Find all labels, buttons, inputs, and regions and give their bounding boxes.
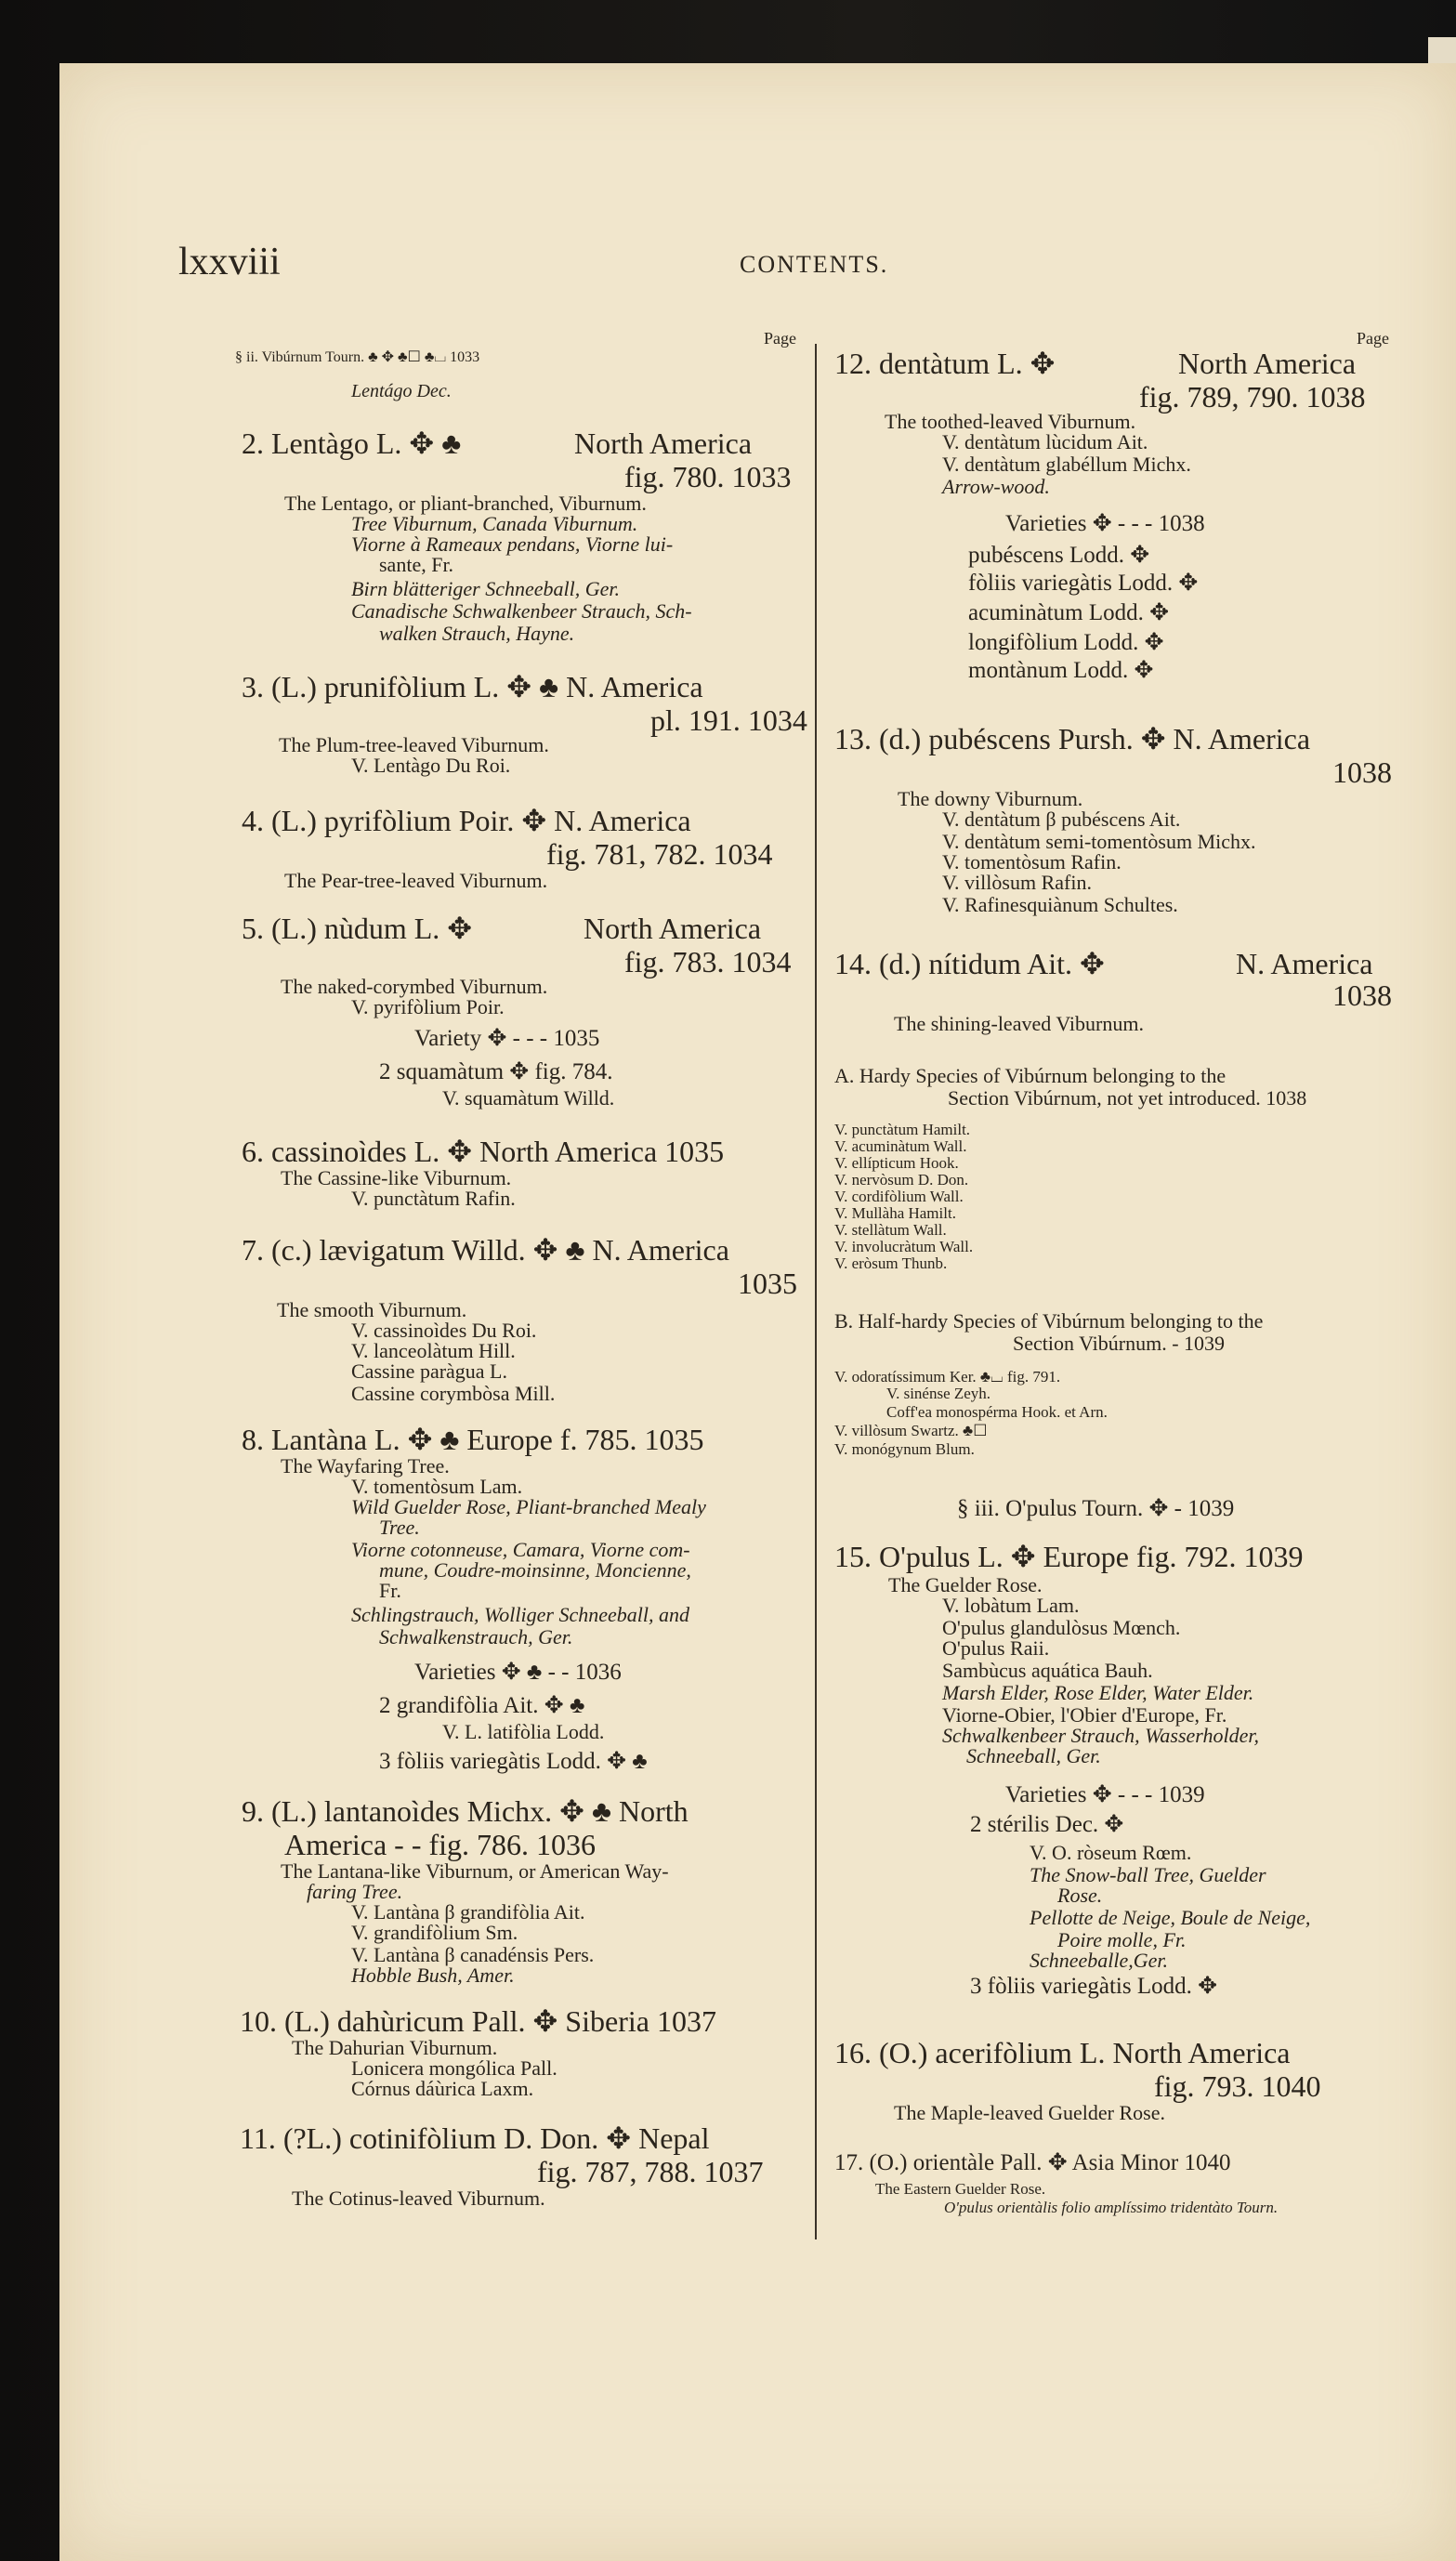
right-line: Poire molle, Fr.: [1057, 1928, 1187, 1951]
left-line: The Pear-tree-leaved Viburnum.: [284, 869, 548, 892]
right-line: North America: [1178, 347, 1357, 380]
left-line: 5. (L.) nùdum L. ✥: [242, 912, 473, 945]
right-line: V. O. ròseum Rœm.: [1030, 1841, 1192, 1864]
right-line: V. ellípticum Hook.: [834, 1154, 959, 1172]
left-line: 1035: [738, 1267, 797, 1300]
left-line: The naked-corymbed Viburnum.: [281, 975, 548, 998]
right-line: A. Hardy Species of Vibúrnum belonging to the: [834, 1064, 1226, 1087]
left-line: V. cassinoìdes Du Roi.: [351, 1319, 537, 1342]
right-line: Varieties ✥ - - - 1039: [1005, 1782, 1205, 1807]
left-line: V. punctàtum Rafin.: [351, 1187, 516, 1210]
right-line: V. dentàtum lùcidum Ait.: [942, 430, 1148, 453]
scan-corner-mark: [1428, 37, 1456, 63]
right-line: V. dentàtum glabéllum Michx.: [942, 453, 1191, 476]
right-line: V. punctàtum Hamilt.: [834, 1121, 971, 1138]
running-header: CONTENTS.: [740, 251, 889, 278]
right-line: The Eastern Guelder Rose.: [875, 2180, 1046, 2198]
right-line: O'pulus orientàlis folio amplíssimo tridentàto Tourn.: [944, 2199, 1279, 2216]
right-line: Schneeball, Ger.: [966, 1744, 1101, 1767]
left-line: The Cassine-like Viburnum.: [281, 1166, 512, 1189]
page-column-label-right: Page: [1357, 329, 1389, 348]
right-line: fig. 789, 790. 1038: [1139, 380, 1366, 414]
right-line: Arrow-wood.: [942, 475, 1050, 498]
right-line: The shining-leaved Viburnum.: [894, 1012, 1144, 1035]
left-line: North America: [574, 427, 753, 460]
right-line: Schwalkenbeer Strauch, Wasserholder,: [942, 1724, 1259, 1747]
right-line: O'pulus Raii.: [942, 1636, 1050, 1660]
left-line: 2. Lentàgo L. ✥ ♣: [242, 427, 462, 460]
right-line: V. involucràtum Wall.: [834, 1238, 974, 1255]
left-line: The Lantana-like Viburnum, or American Way-: [281, 1859, 669, 1883]
left-line: The Wayfaring Tree.: [281, 1454, 450, 1478]
left-line: 7. (c.) lævigatum Willd. ✥ ♣ N. America: [242, 1233, 729, 1267]
page-number: lxxviii: [178, 241, 281, 283]
left-line: walken Strauch, Hayne.: [379, 622, 575, 645]
left-line: V. Lentàgo Du Roi.: [351, 754, 511, 777]
right-line: N. America: [1236, 947, 1373, 980]
left-line: Cassine paràgua L.: [351, 1359, 507, 1383]
left-line: 9. (L.) lantanoìdes Michx. ✥ ♣ North: [242, 1794, 689, 1828]
left-line: V. grandifòlium Sm.: [351, 1921, 518, 1944]
right-line: montànum Lodd. ✥: [968, 658, 1154, 683]
right-line: 14. (d.) nítidum Ait. ✥: [834, 947, 1105, 980]
right-line: V. villòsum Swartz. ♣☐: [834, 1422, 988, 1439]
left-line: Hobble Bush, Amer.: [351, 1963, 515, 1987]
left-line: Canadische Schwalkenbeer Strauch, Sch-: [351, 599, 692, 623]
right-line: Varieties ✥ - - - 1038: [1005, 511, 1205, 536]
right-line: V. villòsum Rafin.: [942, 871, 1092, 894]
right-line: 3 fòliis variegàtis Lodd. ✥: [970, 1974, 1218, 1999]
right-line: The toothed-leaved Viburnum.: [885, 410, 1136, 433]
left-line: The Lentago, or pliant-branched, Viburnum.: [284, 492, 647, 515]
right-line: 17. (O.) orientàle Pall. ✥ Asia Minor 1040: [834, 2150, 1231, 2175]
left-line: 3 fòliis variegàtis Lodd. ✥ ♣: [379, 1749, 648, 1774]
right-line: V. Mullàha Hamilt.: [834, 1204, 956, 1222]
left-line: America - - fig. 786. 1036: [284, 1828, 597, 1861]
right-line: V. lobàtum Lam.: [942, 1594, 1080, 1617]
right-line: V. Rafinesquiànum Schultes.: [942, 893, 1178, 916]
left-line: 8. Lantàna L. ✥ ♣ Europe f. 785. 1035: [242, 1423, 704, 1456]
left-line: Lentágo Dec.: [351, 381, 452, 401]
left-line: The smooth Viburnum.: [277, 1298, 467, 1321]
left-line: Wild Guelder Rose, Pliant-branched Mealy: [351, 1495, 706, 1518]
left-line: Tree.: [379, 1516, 420, 1539]
right-line: fig. 793. 1040: [1154, 2069, 1321, 2103]
left-line: Viorne cotonneuse, Camara, Viorne com-: [351, 1538, 690, 1561]
right-line: Sambùcus aquática Bauh.: [942, 1659, 1153, 1682]
left-line: Tree Viburnum, Canada Viburnum.: [351, 512, 638, 535]
right-line: Schneeballe,Ger.: [1030, 1949, 1169, 1972]
right-line: 1038: [1332, 755, 1392, 789]
left-line: The Plum-tree-leaved Viburnum.: [279, 733, 549, 756]
right-line: V. eròsum Thunb.: [834, 1254, 948, 1272]
left-line: The Cotinus-leaved Viburnum.: [292, 2187, 545, 2210]
left-line: mune, Coudre-moinsinne, Moncienne,: [379, 1558, 691, 1582]
left-line: Variety ✥ - - - 1035: [414, 1026, 600, 1051]
left-line: North America: [584, 912, 762, 945]
left-line: faring Tree.: [307, 1880, 403, 1903]
right-line: 15. O'pulus L. ✥ Europe fig. 792. 1039: [834, 1540, 1304, 1573]
page-column-label-left: Page: [764, 329, 796, 348]
right-line: V. dentàtum β pubéscens Ait.: [942, 808, 1181, 831]
left-line: The Dahurian Viburnum.: [292, 2036, 498, 2059]
right-line: acuminàtum Lodd. ✥: [968, 600, 1170, 625]
right-line: The Snow-ball Tree, Guelder: [1030, 1863, 1266, 1886]
right-line: B. Half-hardy Species of Vibúrnum belonging to the: [834, 1309, 1264, 1333]
left-line: Córnus dáùrica Laxm.: [351, 2077, 534, 2100]
left-line: 4. (L.) pyrifòlium Poir. ✥ N. America: [242, 804, 691, 837]
left-line: 11. (?L.) cotinifòlium D. Don. ✥ Nepal: [240, 2121, 710, 2155]
right-line: pubéscens Lodd. ✥: [968, 543, 1150, 568]
right-line: V. tomentòsum Rafin.: [942, 850, 1122, 873]
left-line: pl. 191. 1034: [650, 703, 807, 737]
right-line: The Maple-leaved Guelder Rose.: [894, 2101, 1165, 2124]
right-line: V. stellàtum Wall.: [834, 1221, 947, 1239]
right-line: 1038: [1332, 978, 1392, 1012]
left-line: V. tomentòsum Lam.: [351, 1475, 523, 1498]
left-line: fig. 783. 1034: [624, 945, 792, 978]
left-line: V. Lantàna β canadénsis Pers.: [351, 1943, 595, 1966]
right-line: Coff'ea monospérma Hook. et Arn.: [886, 1403, 1108, 1421]
right-line: Section Vibúrnum, not yet introduced. 1038: [948, 1086, 1307, 1110]
right-line: V. cordifòlium Wall.: [834, 1188, 964, 1205]
left-line: Viorne à Rameaux pendans, Viorne lui-: [351, 532, 674, 556]
right-line: Rose.: [1057, 1884, 1103, 1907]
left-line: Cassine corymbòsa Mill.: [351, 1382, 556, 1405]
left-line: V. squamàtum Willd.: [442, 1086, 615, 1110]
left-line: 2 squamàtum ✥ fig. 784.: [379, 1059, 613, 1084]
right-line: V. monógynum Blum.: [834, 1440, 975, 1458]
right-line: Marsh Elder, Rose Elder, Water Elder.: [942, 1681, 1254, 1704]
right-line: V. dentàtum semi-tomentòsum Michx.: [942, 830, 1256, 853]
right-line: Section Vibúrnum. - 1039: [1013, 1332, 1226, 1355]
right-line: 2 stérilis Dec. ✥: [970, 1812, 1124, 1837]
left-line: V. pyrifòlium Poir.: [351, 995, 505, 1018]
left-line: V. Lantàna β grandifòlia Ait.: [351, 1900, 585, 1924]
right-line: § iii. O'pulus Tourn. ✥ - 1039: [957, 1496, 1235, 1521]
left-line: 2 grandifòlia Ait. ✥ ♣: [379, 1693, 585, 1718]
left-line: Fr.: [379, 1579, 401, 1602]
right-line: V. sinénse Zeyh.: [886, 1385, 991, 1402]
right-line: The Guelder Rose.: [888, 1573, 1043, 1596]
right-line: V. acuminàtum Wall.: [834, 1137, 967, 1155]
right-line: V. nervòsum D. Don.: [834, 1171, 969, 1189]
right-line: O'pulus glandulòsus Mœnch.: [942, 1616, 1181, 1639]
left-line: Varieties ✥ ♣ - - 1036: [414, 1660, 622, 1685]
left-line: Schlingstrauch, Wolliger Schneeball, and: [351, 1603, 689, 1626]
left-line: § ii. Vibúrnum Tourn. ♣ ✥ ♣☐ ♣⌴ 1033: [235, 349, 480, 365]
right-line: 13. (d.) pubéscens Pursh. ✥ N. America: [834, 722, 1311, 755]
left-line: fig. 780. 1033: [624, 460, 792, 493]
left-line: fig. 787, 788. 1037: [537, 2155, 764, 2188]
column-divider: [815, 344, 817, 2239]
right-line: longifòlium Lodd. ✥: [968, 630, 1164, 655]
left-line: fig. 781, 782. 1034: [546, 837, 773, 871]
left-line: V. L. latifòlia Lodd.: [442, 1720, 605, 1743]
right-line: 16. (O.) acerifòlium L. North America: [834, 2036, 1291, 2069]
right-line: V. odoratíssimum Ker. ♣⌴ fig. 791.: [834, 1368, 1061, 1386]
left-line: sante, Fr.: [379, 553, 454, 576]
right-line: fòliis variegàtis Lodd. ✥: [968, 571, 1199, 596]
right-line: The downy Viburnum.: [898, 787, 1083, 810]
left-line: 6. cassinoìdes L. ✥ North America 1035: [242, 1135, 725, 1168]
left-line: 3. (L.) prunifòlium L. ✥ ♣ N. America: [242, 670, 703, 703]
left-line: 10. (L.) dahùricum Pall. ✥ Siberia 1037: [240, 2004, 716, 2038]
right-line: Viorne-Obier, l'Obier d'Europe, Fr.: [942, 1703, 1227, 1727]
left-line: Birn blätteriger Schneeball, Ger.: [351, 577, 621, 600]
left-line: Schwalkenstrauch, Ger.: [379, 1625, 573, 1648]
right-line: Pellotte de Neige, Boule de Neige,: [1030, 1906, 1311, 1929]
left-line: Lonicera mongólica Pall.: [351, 2056, 557, 2080]
right-line: 12. dentàtum L. ✥: [834, 347, 1056, 380]
left-line: V. lanceolàtum Hill.: [351, 1339, 516, 1362]
